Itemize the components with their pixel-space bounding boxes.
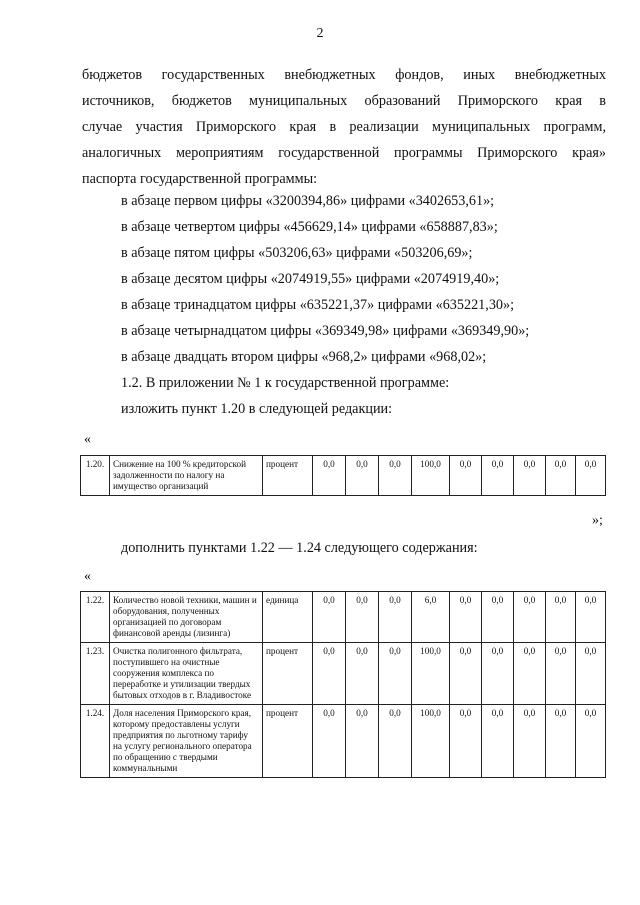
indicator-value: 0,0 [576,705,606,778]
indicator-name: Очистка полигонного фильтрата, поступившего на очистные сооружения комплекса по переработке и утилизации твердых бытовых отходов в г. Владивостоке [110,643,263,705]
intro-line: источников, бюджетов муниципальных образований Приморского края в [82,93,606,109]
indicator-value: 0,0 [450,456,482,496]
indicator-value: 0,0 [482,456,514,496]
appendix-heading: 1.2. В приложении № 1 к государственной программе: [121,375,450,391]
table-row [81,705,606,778]
indicator-value: 0,0 [546,705,576,778]
indicator-value: 0,0 [576,643,606,705]
indicator-value: 0,0 [514,705,546,778]
indicator-value: 0,0 [450,643,482,705]
row-number: 1.22. [81,592,110,643]
row-number: 1.23. [81,643,110,705]
indicator-value: 0,0 [514,592,546,643]
indicator-value: 100,0 [412,643,450,705]
amendment-line: в абзаце первом цифры «3200394,86» цифрами «3402653,61»; [121,193,495,209]
unit-of-measure: единица [263,592,313,643]
indicator-value: 0,0 [346,592,379,643]
instruction-line: изложить пункт 1.20 в следующей редакции: [121,401,393,417]
indicator-value: 0,0 [576,456,606,496]
indicator-value: 0,0 [313,456,346,496]
unit-of-measure: процент [263,705,313,778]
indicator-table-2 [80,591,606,778]
indicator-value: 0,0 [379,456,412,496]
indicator-value: 0,0 [514,456,546,496]
indicator-table-1 [80,455,606,496]
intro-line: аналогичных мероприятиям государственной программы Приморского края» [82,145,606,161]
indicator-value: 0,0 [313,592,346,643]
indicator-value: 0,0 [546,643,576,705]
indicator-value: 100,0 [412,456,450,496]
indicator-name: Количество новой техники, машин и оборудования, полученных организацией по договорам финансовой аренды (лизинга) [110,592,263,643]
table-row [81,456,606,496]
indicator-value: 0,0 [546,592,576,643]
indicator-value: 6,0 [412,592,450,643]
table-row [81,643,606,705]
page-number: 2 [316,26,324,41]
amendment-line: в абзаце четвертом цифры «456629,14» цифрами «658887,83»; [121,219,498,235]
indicator-value: 100,0 [412,705,450,778]
table-row [81,592,606,643]
amendment-line: в абзаце десятом цифры «2074919,55» цифрами «2074919,40»; [121,271,500,287]
open-quote: « [84,569,91,584]
indicator-value: 0,0 [346,643,379,705]
open-quote: « [84,432,91,447]
intro-paragraph [82,62,606,192]
unit-of-measure: процент [263,643,313,705]
indicator-value: 0,0 [514,643,546,705]
indicator-value: 0,0 [482,705,514,778]
supplement-line: дополнить пунктами 1.22 — 1.24 следующего содержания: [121,540,478,556]
indicator-name: Доля населения Приморского края, которому предоставлены услуги предприятия по льготному тарифу на услугу регионального оператора по обращению с твердыми коммунальными [110,705,263,778]
unit-of-measure: процент [263,456,313,496]
amendment-line: в абзаце двадцать втором цифры «968,2» цифрами «968,02»; [121,349,487,365]
indicator-value: 0,0 [450,592,482,643]
indicator-value: 0,0 [450,705,482,778]
indicator-value: 0,0 [313,705,346,778]
intro-line: бюджетов государственных внебюджетных фондов, иных внебюджетных [82,67,606,83]
amendment-line: в абзаце четырнадцатом цифры «369349,98» цифрами «369349,90»; [121,323,530,339]
indicator-name: Снижение на 100 % кредиторской задолженности по налогу на имущество организаций [110,456,263,496]
indicator-value: 0,0 [482,592,514,643]
amendment-line: в абзаце тринадцатом цифры «635221,37» цифрами «635221,30»; [121,297,515,313]
intro-line: паспорта государственной программы: [82,171,318,187]
indicator-value: 0,0 [379,705,412,778]
indicator-value: 0,0 [482,643,514,705]
row-number: 1.20. [81,456,110,496]
indicator-value: 0,0 [313,643,346,705]
intro-line: случае участия Приморского края в реализации муниципальных программ, [82,119,606,135]
indicator-value: 0,0 [346,705,379,778]
close-quote: »; [592,513,603,528]
indicator-value: 0,0 [346,456,379,496]
amendment-line: в абзаце пятом цифры «503206,63» цифрами «503206,69»; [121,245,473,261]
indicator-value: 0,0 [379,592,412,643]
indicator-value: 0,0 [379,643,412,705]
row-number: 1.24. [81,705,110,778]
indicator-value: 0,0 [576,592,606,643]
indicator-value: 0,0 [546,456,576,496]
